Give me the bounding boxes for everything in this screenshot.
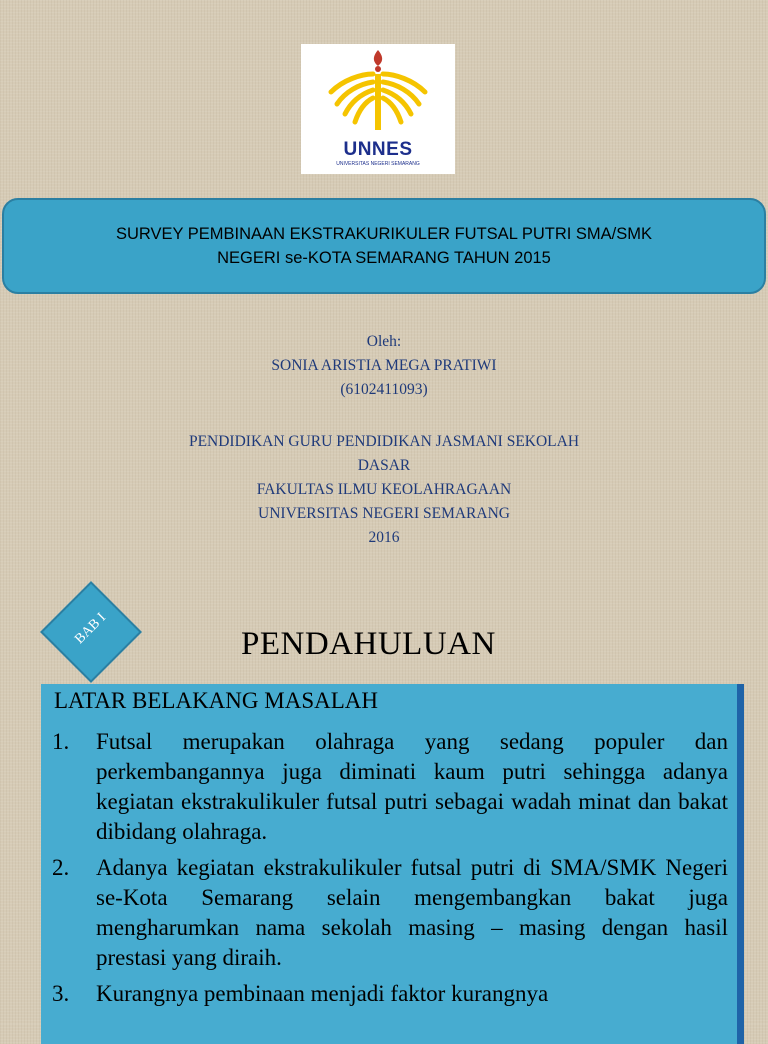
list-item-number: 1. bbox=[52, 729, 70, 754]
chapter-badge-label: BAB I bbox=[72, 610, 110, 648]
title-line-2: NEGERI se-KOTA SEMARANG TAHUN 2015 bbox=[217, 249, 551, 267]
list-item bbox=[52, 853, 728, 973]
logo-wordmark: UNNES bbox=[343, 139, 413, 160]
list-item-text: Adanya kegiatan ekstrakulikuler futsal putri di SMA/SMK Negeri se-Kota Semarang selain mengembangkan bakat juga mengharumkan nama sekolah masing – masing dengan hasil prestasi yang diraih. bbox=[96, 855, 728, 970]
program-line-2: DASAR bbox=[357, 457, 411, 474]
background-list bbox=[52, 727, 728, 1015]
author-label: Oleh: bbox=[366, 333, 402, 350]
list-item-text: Kurangnya pembinaan menjadi faktor kurangnya bbox=[96, 981, 549, 1006]
author-name: SONIA ARISTIA MEGA PRATIWI bbox=[271, 357, 497, 374]
university-name: UNIVERSITAS NEGERI SEMARANG bbox=[258, 505, 510, 522]
faculty-name: FAKULTAS ILMU KEOLAHRAGAAN bbox=[256, 481, 512, 498]
list-item-number: 2. bbox=[52, 855, 70, 880]
title-box bbox=[2, 198, 766, 294]
institution-block bbox=[0, 430, 768, 550]
section-heading: PENDAHULUAN bbox=[241, 626, 496, 662]
list-item bbox=[52, 979, 728, 1009]
logo-subtitle: UNIVERSITAS NEGERI SEMARANG bbox=[336, 161, 420, 167]
unnes-emblem-icon bbox=[301, 44, 455, 144]
program-line-1: PENDIDIKAN GURU PENDIDIKAN JASMANI SEKOLAH bbox=[188, 433, 580, 450]
list-item-text: Futsal merupakan olahraga yang sedang populer dan perkembangannya juga diminati kaum putri sehingga adanya kegiatan ekstrakulikuler futsal putri sebagai wadah minat dan bakat dibidang olahraga. bbox=[96, 729, 728, 844]
list-item bbox=[52, 727, 728, 847]
author-block bbox=[0, 330, 768, 402]
unnes-logo bbox=[301, 44, 455, 174]
content-heading: LATAR BELAKANG MASALAH bbox=[54, 688, 378, 713]
year: 2016 bbox=[368, 529, 400, 546]
list-item-number: 3. bbox=[52, 981, 70, 1006]
title-line-1: SURVEY PEMBINAAN EKSTRAKURIKULER FUTSAL PUTRI SMA/SMK bbox=[115, 225, 653, 243]
author-nim: (6102411093) bbox=[340, 381, 428, 398]
